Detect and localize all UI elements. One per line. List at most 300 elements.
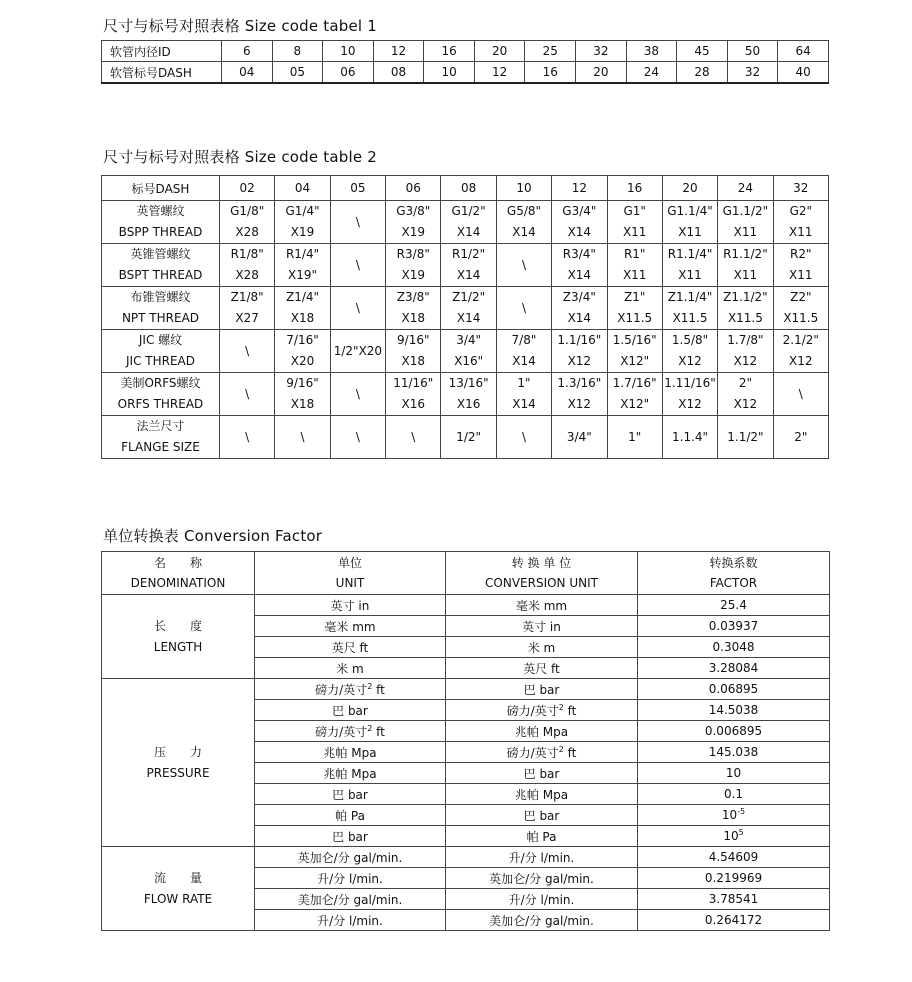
cell-text: 兆帕 Mpa (514, 724, 569, 739)
table2-cell-size: Z3/8" (396, 290, 430, 304)
table3-row (102, 679, 830, 700)
cell-text: 10 (723, 829, 739, 843)
cell-text: 毫米 mm (515, 598, 568, 613)
table2-cell-pitch: X11 (622, 268, 647, 282)
table2-cell-pitch: X18 (290, 311, 315, 325)
cell-text: 米 m (336, 661, 364, 676)
table2-cell-size: G1/8" (230, 204, 265, 218)
table2-cell (386, 373, 441, 416)
factor-cell (638, 784, 830, 805)
table2-cell-pitch: X11 (789, 268, 813, 282)
table3-row (102, 847, 830, 868)
table2-cell-pitch: X14 (456, 225, 481, 239)
cell-text: 0.03937 (708, 619, 759, 633)
table2-cell-size: 2" (738, 376, 752, 390)
table2-cell-size: R1/4" (285, 247, 320, 261)
category-cn: 压 力 (153, 744, 202, 759)
table2-cell-size: G5/8" (506, 204, 542, 218)
header-en: DENOMINATION (130, 576, 226, 590)
table2-cell (275, 373, 330, 416)
table1-cell: 04 (222, 62, 273, 84)
cell-text: 25.4 (720, 598, 747, 612)
cell-text: 0.06895 (708, 682, 759, 696)
cell-text: 巴 bar (523, 808, 560, 823)
unit-cell (255, 658, 446, 679)
unit-cell (255, 784, 446, 805)
table2-cell-value: \ (411, 429, 416, 444)
table2-cell (662, 416, 717, 459)
table2-cell-pitch: X11.5 (727, 311, 763, 325)
table2-cell-value: 2" (794, 429, 808, 444)
size-code-table-1 (101, 40, 829, 84)
table2-cell-size: G1.1/2" (722, 204, 769, 218)
table2-cell-size: G1" (623, 204, 646, 218)
cell-text: 升/分 l/min. (317, 913, 383, 928)
table3-category (102, 847, 255, 931)
thread-name-cn: 英管螺纹 (136, 204, 185, 218)
table2-cell (718, 244, 773, 287)
unit-cell (255, 910, 446, 931)
cell-text: 升/分 l/min. (508, 850, 575, 865)
table2-cell-value: \ (355, 386, 360, 401)
table1-cell: 16 (424, 41, 475, 62)
table2-cell-value: 1/2"X20 (333, 343, 383, 358)
table2-dash-cell: 08 (441, 176, 496, 201)
conversion-unit-cell (446, 637, 638, 658)
table2-cell-pitch: X12 (678, 354, 702, 368)
table2-cell-value: 1" (628, 429, 642, 444)
superscript: 5 (738, 828, 744, 837)
thread-name-en: JIC THREAD (126, 354, 195, 368)
conversion-unit-cell (446, 658, 638, 679)
table1-cell: 25 (525, 41, 576, 62)
table1-row (102, 62, 829, 84)
cell-text: 10 (725, 766, 742, 780)
table2-cell (386, 244, 441, 287)
table1-cell: 45 (677, 41, 728, 62)
table2-dash-cell: 12 (552, 176, 607, 201)
factor-cell (638, 805, 830, 826)
table1-cell: 10 (424, 62, 475, 84)
table2-cell-size: 1.7/8" (727, 333, 764, 347)
cell-text: 英加仑/分 gal/min. (297, 850, 403, 865)
category-en: PRESSURE (146, 765, 210, 780)
conversion-unit-cell (446, 847, 638, 868)
table1-row-label: 软管内径ID (102, 41, 222, 62)
table2-cell-size: R3/4" (562, 247, 596, 261)
table2-cell-size: Z1.1/4" (667, 290, 713, 304)
table2-cell (496, 416, 551, 459)
table2-cell-value: \ (355, 300, 360, 315)
table2-cell (607, 330, 662, 373)
table2-cell (441, 416, 496, 459)
table1-cell: 06 (323, 62, 374, 84)
table2-dash-cell: 10 (496, 176, 551, 201)
table3-category (102, 595, 255, 679)
table2-cell (607, 373, 662, 416)
factor-cell (638, 679, 830, 700)
table2-cell-size: 1" (517, 376, 531, 390)
cell-text: 磅力/英寸 (506, 745, 559, 760)
cell-text: 帕 Pa (526, 829, 557, 844)
table2-cell (220, 416, 275, 459)
table2-cell (386, 416, 441, 459)
superscript: 2 (558, 744, 564, 754)
table2-cell (552, 201, 607, 244)
table2-cell (662, 373, 717, 416)
conversion-unit-cell (446, 616, 638, 637)
table2-cell (275, 287, 330, 330)
table1-cell: 38 (626, 41, 677, 62)
table1-cell: 28 (677, 62, 728, 84)
cell-text: 磅力/英寸 (315, 682, 368, 697)
table3-header-cell (102, 552, 255, 595)
unit-cell (255, 700, 446, 721)
cell-text: 兆帕 Mpa (323, 766, 377, 781)
unit-cell (255, 637, 446, 658)
table2-cell (718, 201, 773, 244)
cell-text: 巴 bar (332, 787, 368, 802)
cell-text: 0.006895 (704, 724, 763, 738)
table2-cell-pitch: X14 (567, 311, 592, 325)
table1-cell: 05 (272, 62, 323, 84)
table2-cell (220, 201, 275, 244)
conversion-unit-cell (446, 763, 638, 784)
table2-cell-value: \ (798, 386, 803, 401)
table2-cell-size: R1/2" (452, 247, 486, 261)
thread-name-en: ORFS THREAD (117, 397, 204, 411)
table1-cell: 40 (778, 62, 829, 84)
table3-header-cell (446, 552, 638, 595)
table2-cell-pitch: X27 (235, 311, 259, 325)
table2-cell (773, 287, 828, 330)
header-cn: 单位 (337, 556, 362, 570)
table2-cell-pitch: X12 (789, 354, 813, 368)
table2-cell-pitch: X19 (401, 268, 425, 282)
table2-cell (773, 373, 828, 416)
table2-cell-size: R1.1/2" (723, 247, 768, 261)
table2-dash-cell: 02 (220, 176, 275, 201)
table2-cell-pitch: X14 (512, 397, 536, 411)
table1-cell: 64 (778, 41, 829, 62)
category-en: FLOW RATE (143, 891, 213, 906)
table2-cell (441, 201, 496, 244)
table2-cell (773, 201, 828, 244)
thread-name-cn: JIC 螺纹 (138, 333, 183, 347)
table2-dash-cell: 06 (386, 176, 441, 201)
superscript: 2 (367, 723, 373, 733)
cell-text: 英加仑/分 gal/min. (489, 871, 594, 886)
table2-cell-pitch: X14 (456, 268, 481, 282)
table2-cell-size: Z3/4" (562, 290, 596, 304)
table2-cell-pitch: X18 (290, 397, 315, 411)
table2-dash-cell: 24 (718, 176, 773, 201)
table2-dash-row (102, 176, 829, 201)
table2-cell (773, 330, 828, 373)
conversion-unit-cell (446, 721, 638, 742)
table2-cell (662, 287, 717, 330)
cell-text: 巴 bar (332, 829, 368, 844)
table2-cell (275, 244, 330, 287)
table2-cell (607, 287, 662, 330)
table2-cell (220, 244, 275, 287)
table2-cell-pitch: X14 (456, 311, 481, 325)
table2-cell-size: 13/16" (448, 376, 489, 390)
table2-cell (386, 330, 441, 373)
table2-cell (718, 287, 773, 330)
factor-cell (638, 910, 830, 931)
table2-cell-size: R1" (623, 247, 646, 261)
conversion-unit-cell (446, 679, 638, 700)
table2-cell (496, 330, 551, 373)
table2-cell-size: G1.1/4" (667, 204, 713, 218)
superscript: -5 (737, 807, 746, 816)
table1-cell: 12 (373, 41, 424, 62)
table2-cell-size: 3/4" (456, 333, 482, 347)
table2-cell (220, 373, 275, 416)
unit-cell (255, 847, 446, 868)
unit-cell (255, 595, 446, 616)
table2-cell-pitch: X28 (235, 225, 259, 239)
table1-cell: 32 (576, 41, 627, 62)
cell-text: 升/分 l/min. (317, 871, 383, 886)
table1-cell: 20 (576, 62, 627, 84)
table2-cell (386, 201, 441, 244)
header-cn: 名 称 (153, 556, 202, 570)
unit-cell (255, 826, 446, 847)
conversion-unit-cell (446, 910, 638, 931)
conversion-unit-cell (446, 889, 638, 910)
table2-dash-cell: 32 (773, 176, 828, 201)
table1-row-label: 软管标号DASH (102, 62, 222, 84)
cell-tail: ft (372, 724, 385, 739)
conversion-unit-cell (446, 868, 638, 889)
table2-cell (552, 416, 607, 459)
table2-cell-size: 7/16" (286, 333, 319, 347)
table2-cell (718, 416, 773, 459)
factor-cell (638, 826, 830, 847)
table2-row (102, 244, 829, 287)
table2-cell-size: 1.5/16" (612, 333, 657, 347)
table2-cell-pitch: X14 (512, 354, 536, 368)
table2-row-label (102, 201, 220, 244)
cell-text: 兆帕 Mpa (514, 787, 569, 802)
table2-cell-size: 1.3/16" (557, 376, 602, 390)
cell-text: 米 m (527, 640, 556, 655)
table2-cell (662, 244, 717, 287)
table1-cell: 6 (222, 41, 273, 62)
table2-cell-size: Z1.1/2" (723, 290, 768, 304)
table2-row (102, 373, 829, 416)
table2-cell (607, 244, 662, 287)
cell-text: 0.264172 (704, 913, 763, 927)
cell-text: 145.038 (708, 745, 759, 759)
table2-cell (552, 373, 607, 416)
table2-cell (330, 373, 385, 416)
table2-row (102, 201, 829, 244)
table2-cell-value: \ (521, 429, 526, 444)
category-cn: 长 度 (153, 618, 202, 633)
table2-cell (330, 330, 385, 373)
table2-cell-pitch: X11 (733, 268, 758, 282)
table2-cell-pitch: X20 (290, 354, 315, 368)
conversion-unit-cell (446, 784, 638, 805)
table2-cell-size: Z2" (790, 290, 812, 304)
table1-cell: 10 (323, 41, 374, 62)
cell-text: 英寸 in (330, 598, 370, 613)
size-code-table-2 (101, 175, 829, 459)
cell-text: 英尺 ft (523, 661, 560, 676)
cell-text: 磅力/英寸 (315, 724, 368, 739)
table2-cell (275, 330, 330, 373)
table2-cell (662, 201, 717, 244)
table2-cell-pitch: X12 (733, 397, 758, 411)
table2-cell-pitch: X12" (620, 354, 650, 368)
unit-cell (255, 616, 446, 637)
table1-title: 尺寸与标号对照表格 Size code tabel 1 (103, 17, 377, 35)
table2-cell (330, 287, 385, 330)
table2-row-label (102, 244, 220, 287)
table2-cell-value: \ (521, 300, 526, 315)
conversion-unit-cell (446, 595, 638, 616)
table3-row (102, 595, 830, 616)
table2-cell-size: 1.11/16" (664, 376, 716, 390)
table1-cell: 20 (474, 41, 525, 62)
header-en: FACTOR (709, 576, 758, 590)
table2-cell-size: Z1/2" (452, 290, 486, 304)
table2-cell-pitch: X19" (288, 268, 318, 282)
factor-cell (638, 637, 830, 658)
table2-cell (496, 244, 551, 287)
table2-cell-size: R1.1/4" (667, 247, 713, 261)
category-cn: 流 量 (153, 870, 202, 885)
thread-name-en: FLANGE SIZE (121, 440, 200, 454)
table1-row (102, 41, 829, 62)
table2-row-label (102, 416, 220, 459)
table2-cell-size: 1.5/8" (671, 333, 709, 347)
table2-cell (220, 330, 275, 373)
table2-cell (718, 373, 773, 416)
table2-row (102, 330, 829, 373)
header-en: UNIT (335, 576, 365, 590)
table2-cell-value: 1.1.4" (672, 429, 709, 444)
table2-cell-value: \ (245, 343, 250, 358)
table2-cell-pitch: X12 (567, 354, 592, 368)
table2-cell-size: 2.1/2" (782, 333, 819, 347)
table2-cell-pitch: X14 (512, 225, 536, 239)
table2-cell (773, 416, 828, 459)
header-cn: 转 换 单 位 (511, 556, 572, 570)
table2-cell (718, 330, 773, 373)
table2-cell (386, 287, 441, 330)
factor-cell (638, 847, 830, 868)
table2-cell-pitch: X11 (678, 268, 702, 282)
table2-cell (275, 416, 330, 459)
table2-cell (330, 201, 385, 244)
table2-row-label (102, 373, 220, 416)
factor-cell (638, 721, 830, 742)
table2-cell-pitch: X19 (290, 225, 315, 239)
table2-cell-pitch: X12 (733, 354, 758, 368)
table2-cell-pitch: X12 (678, 397, 702, 411)
table2-row-label (102, 287, 220, 330)
table2-cell-pitch: X18 (401, 311, 425, 325)
factor-cell (638, 595, 830, 616)
table2-cell-value: \ (521, 257, 526, 272)
table2-cell-pitch: X16" (454, 354, 484, 368)
table2-cell (773, 244, 828, 287)
cell-text: 巴 bar (332, 703, 368, 718)
superscript: 2 (367, 681, 373, 691)
conversion-unit-cell (446, 742, 638, 763)
cell-text: 美加仑/分 gal/min. (297, 892, 403, 907)
table2-row-label (102, 330, 220, 373)
unit-cell (255, 763, 446, 784)
factor-cell (638, 616, 830, 637)
header-cn: 转换系数 (709, 556, 758, 570)
table2-cell-size: R1/8" (230, 247, 264, 261)
table2-cell-pitch: X11.5 (617, 311, 653, 325)
cell-text: 毫米 mm (324, 619, 376, 634)
cell-tail: ft (372, 682, 385, 697)
table2-cell-pitch: X11 (622, 225, 647, 239)
table2-cell-size: G2" (789, 204, 813, 218)
factor-cell (638, 742, 830, 763)
table2-dash-cell: 04 (275, 176, 330, 201)
table2-cell (552, 330, 607, 373)
table2-cell-size: 7/8" (511, 333, 537, 347)
conversion-unit-cell (446, 805, 638, 826)
table2-cell-value: \ (355, 214, 360, 229)
cell-text: 英尺 ft (331, 640, 369, 655)
table3-category (102, 679, 255, 847)
table2-cell (275, 201, 330, 244)
thread-name-cn: 法兰尺寸 (136, 419, 185, 433)
table2-cell-value: 3/4" (566, 429, 592, 444)
table2-cell-pitch: X11 (733, 225, 758, 239)
cell-text: 0.3048 (712, 640, 755, 654)
category-en: LENGTH (153, 639, 203, 654)
table2-cell (496, 287, 551, 330)
cell-text: 3.28084 (708, 661, 759, 675)
table3-header-cell (638, 552, 830, 595)
cell-text: 磅力/英寸 (506, 703, 559, 718)
table3-header-cell (255, 552, 446, 595)
table2-cell-pitch: X16 (456, 397, 481, 411)
table2-dash-label: 标号DASH (102, 176, 220, 201)
cell-text: 3.78541 (708, 892, 759, 906)
cell-tail: ft (563, 745, 577, 760)
table2-cell-size: 11/16" (393, 376, 434, 390)
table2-cell-size: 9/16" (286, 376, 319, 390)
cell-text: 兆帕 Mpa (323, 745, 377, 760)
header-en: CONVERSION UNIT (485, 576, 598, 590)
table1-cell: 50 (727, 41, 778, 62)
conversion-unit-cell (446, 826, 638, 847)
cell-text: 巴 bar (523, 682, 560, 697)
table2-cell-value: \ (245, 429, 250, 444)
table2-cell (220, 287, 275, 330)
cell-text: 英寸 in (522, 619, 561, 634)
table3-title: 单位转换表 Conversion Factor (103, 527, 323, 545)
table2-cell-pitch: X12" (620, 397, 650, 411)
cell-tail: ft (563, 703, 577, 718)
table2-cell-pitch: X18 (401, 354, 425, 368)
factor-cell (638, 889, 830, 910)
table2-cell (330, 244, 385, 287)
cell-text: 10 (721, 808, 738, 822)
table2-cell-value: \ (355, 429, 360, 444)
